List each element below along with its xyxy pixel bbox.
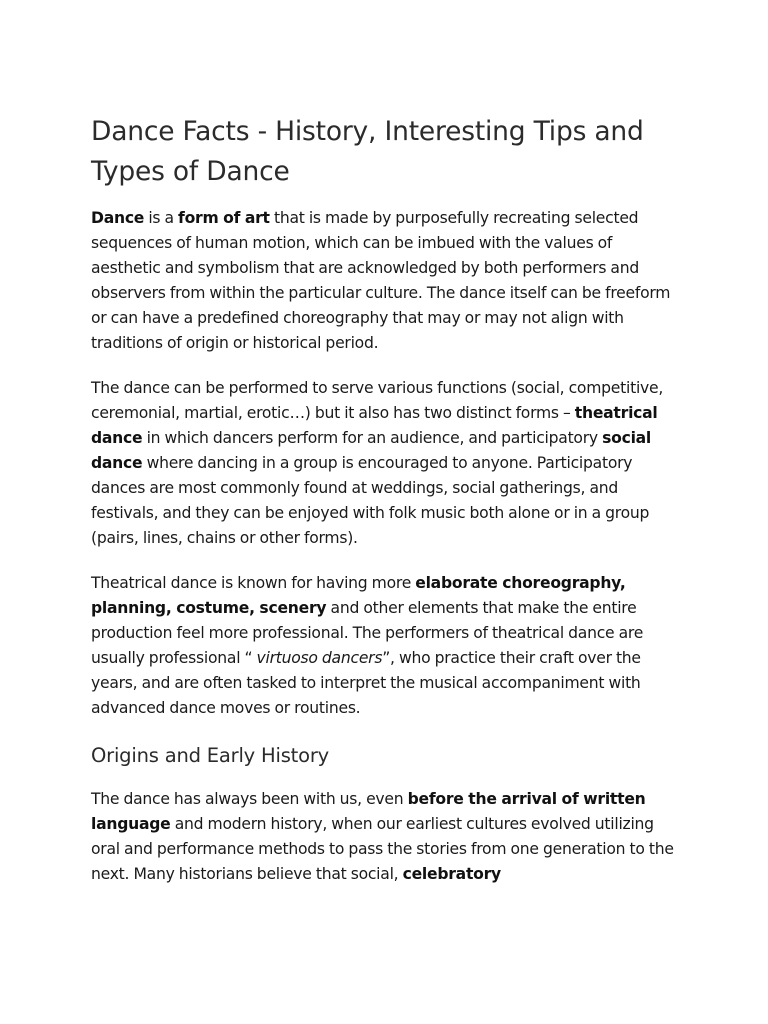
origins-bold-celebratory: celebratory <box>402 865 501 883</box>
origins-paragraph <box>91 787 681 887</box>
functions-text-1: The dance can be performed to serve various functions (social, competitive, ceremonial, martial, erotic…) but it also has two distinct forms – <box>91 379 664 422</box>
functions-text-2: in which dancers perform for an audience, and participatory <box>142 429 603 447</box>
origins-bold-written-language: before the arrival of written language <box>91 790 646 833</box>
intro-paragraph <box>91 206 681 356</box>
functions-text-3: where dancing in a group is encouraged to anyone. Participatory dances are most commonly found at weddings, social gatherings, and festivals, and they can be enjoyed with folk music both alone or in a group (pairs, lines, chains or other forms). <box>91 454 650 547</box>
theatrical-text-2: and other elements that make the entire production feel more professional. The performers of theatrical dance are usually professional “ <box>91 599 644 667</box>
theatrical-text-3: ”, who practice their craft over the years, and are often tasked to interpret the musical accompaniment with advanced dance moves or routines. <box>91 649 641 717</box>
intro-text-1: is a <box>144 209 179 227</box>
functions-bold-social-dance: social dance <box>91 429 652 472</box>
functions-bold-theatrical-dance: theatrical dance <box>91 404 658 447</box>
section-heading-origins: Origins and Early History <box>91 744 329 767</box>
functions-paragraph <box>91 376 681 551</box>
page-title: Dance Facts - History, Interesting Tips and Types of Dance <box>91 116 644 187</box>
origins-text-2: and modern history, when our earliest cultures evolved utilizing oral and performance methods to pass the stories from one generation to the next. Many historians believe that social, <box>91 815 674 883</box>
theatrical-paragraph <box>91 571 681 721</box>
origins-text-1: The dance has always been with us, even <box>91 790 408 808</box>
intro-bold-form-of-art: form of art <box>178 209 270 227</box>
theatrical-bold-elements: elaborate choreography, planning, costume, scenery <box>91 574 626 617</box>
document-page <box>91 112 681 907</box>
theatrical-text-1: Theatrical dance is known for having more <box>91 574 416 592</box>
theatrical-italic-virtuoso: virtuoso dancers <box>256 649 383 667</box>
intro-text-2: that is made by purposefully recreating selected sequences of human motion, which can be imbued with the values of aesthetic and symbolism that are acknowledged by both performers and observers from within the particular culture. The dance itself can be freeform or can have a predefined choreography that may or may not align with traditions of origin or historical period. <box>91 209 671 352</box>
intro-bold-dance: Dance <box>91 209 145 227</box>
